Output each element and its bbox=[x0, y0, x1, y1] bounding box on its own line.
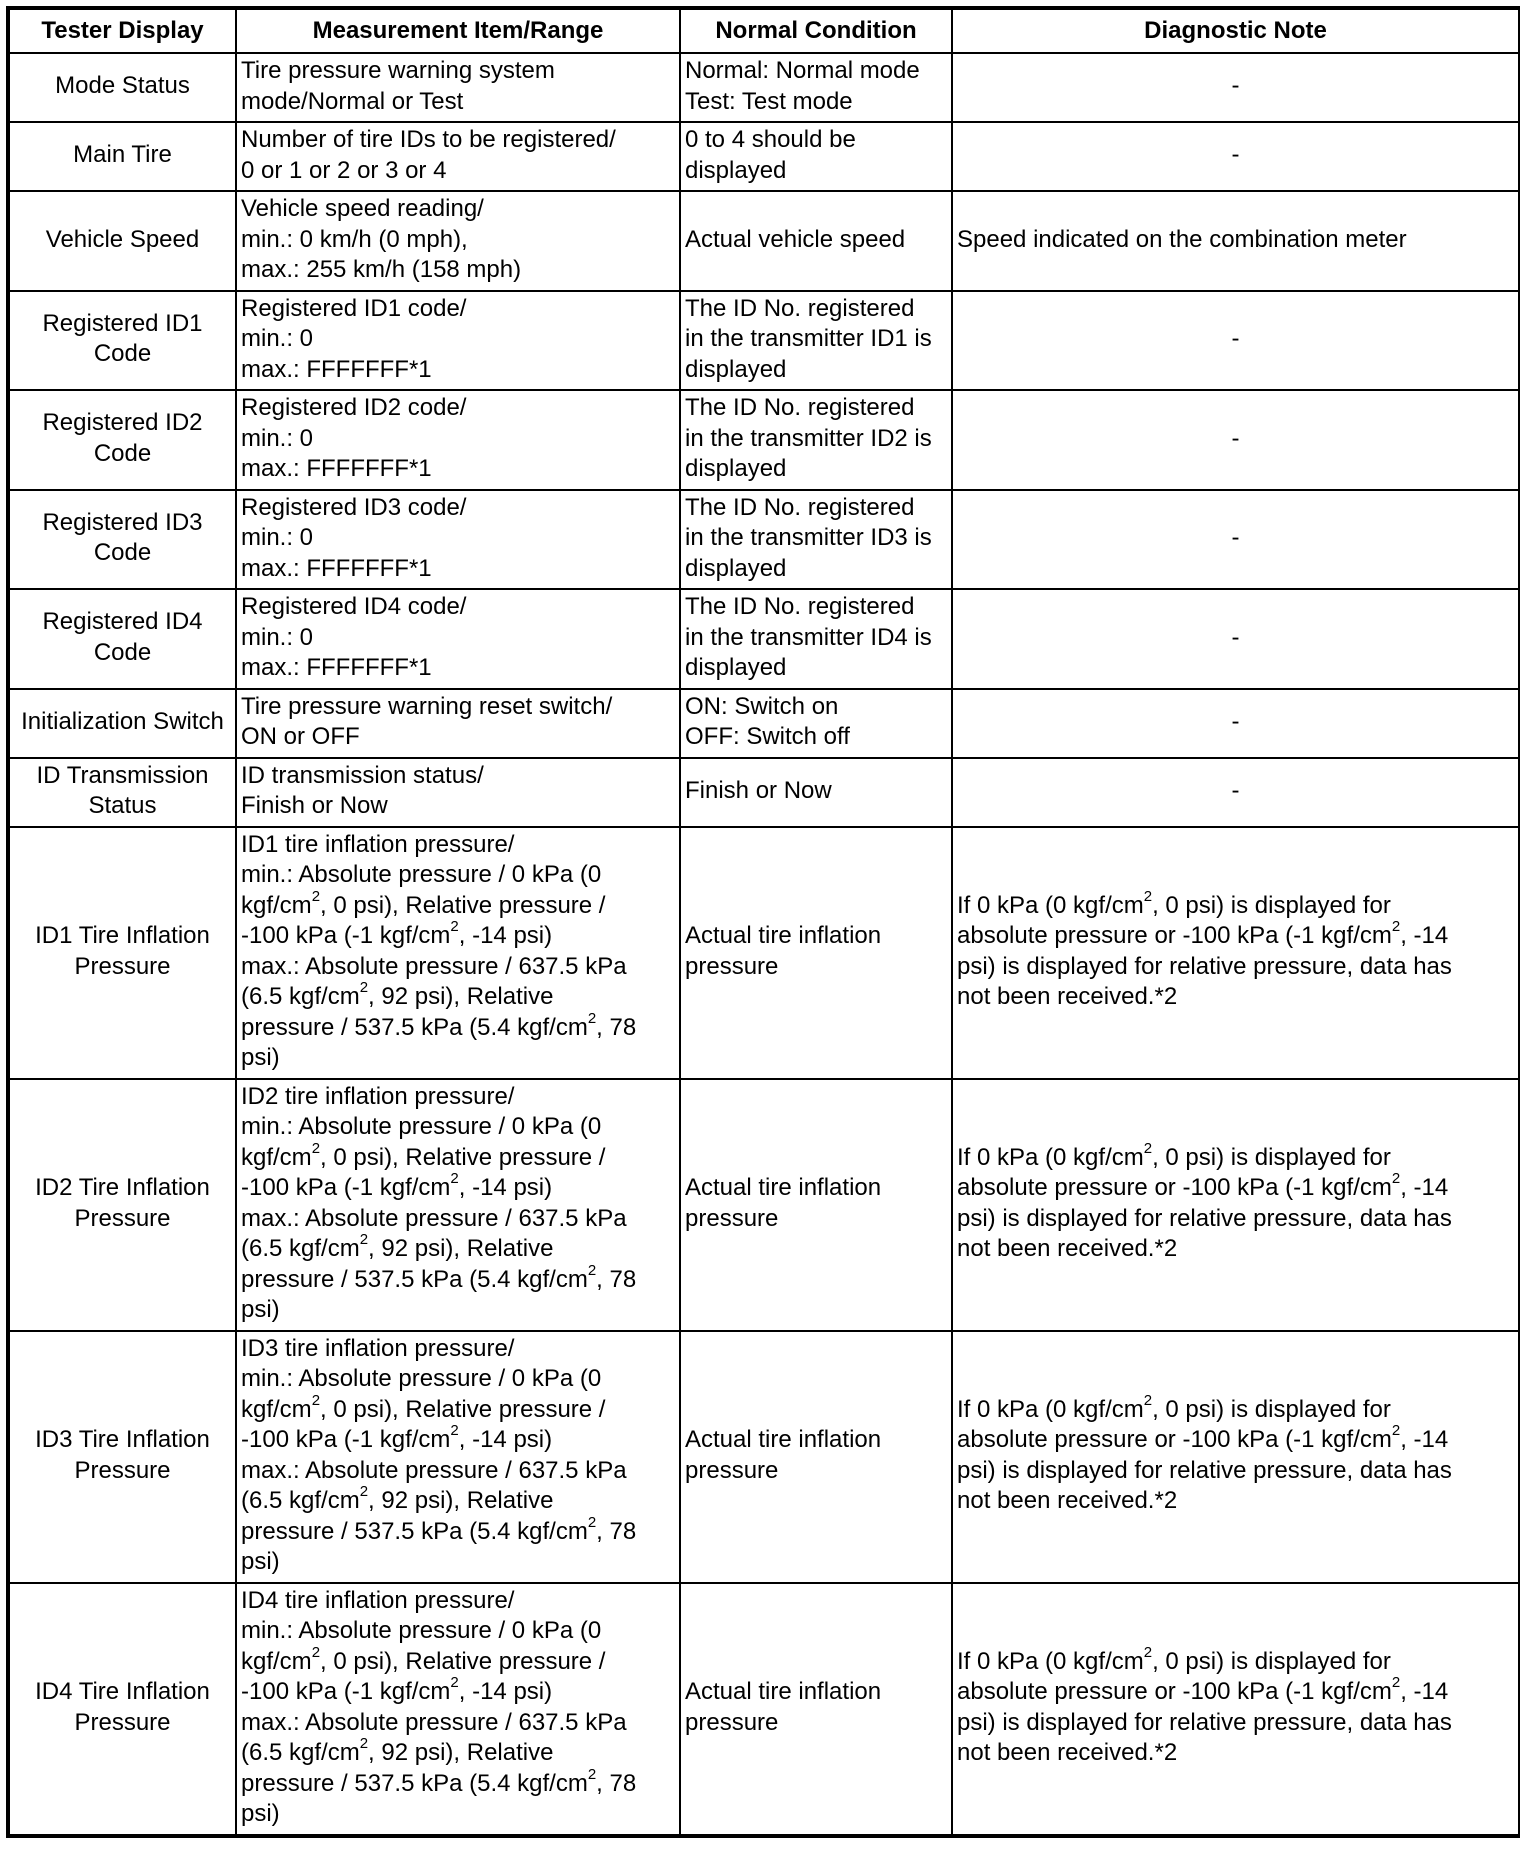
cell-line: kgf/$cm^2$, 0 psi), Relative pressure / bbox=[241, 1391, 606, 1423]
cell-line: Actual tire inflation bbox=[685, 1174, 882, 1201]
cell-line: in the transmitter ID1 is bbox=[685, 325, 932, 352]
cell-line: kgf/$cm^2$, 0 psi), Relative pressure / bbox=[241, 887, 606, 919]
cell-line: in the transmitter ID4 is bbox=[685, 623, 932, 651]
cell-line: If 0 kPa (0 kgf/$cm^2$, 0 psi) is displayed for bbox=[957, 1643, 1391, 1675]
diagnostic-note-cell bbox=[952, 827, 1520, 1079]
cell-line: Registered ID1 code/ bbox=[241, 294, 467, 322]
cell-line: mode/Normal or Test bbox=[241, 87, 464, 115]
cell-line: Code bbox=[93, 340, 152, 368]
table-row bbox=[8, 53, 1520, 122]
tester-display-cell bbox=[8, 490, 236, 590]
cell-line: displayed bbox=[685, 654, 787, 681]
measurement-range-cell bbox=[236, 53, 680, 122]
table-row bbox=[8, 758, 1520, 827]
normal-condition-cell bbox=[680, 1583, 952, 1836]
cell-line: psi) is displayed for relative pressure, data has bbox=[957, 1456, 1452, 1484]
cell-line: ID4 Tire Inflation bbox=[35, 1678, 210, 1705]
measurement-range-cell bbox=[236, 490, 680, 590]
cell-line: psi) bbox=[241, 1044, 280, 1071]
cell-line: pressure bbox=[685, 1708, 779, 1736]
cell-line: -100 kPa (-1 kgf/$cm^2$, -14 psi) bbox=[241, 1674, 553, 1705]
measurement-range-cell bbox=[236, 589, 680, 689]
table-row bbox=[8, 1079, 1520, 1331]
cell-line: psi) bbox=[241, 1800, 280, 1827]
table-row bbox=[8, 689, 1520, 758]
cell-line: absolute pressure or -100 kPa (-1 kgf/$cm^2$, -14 bbox=[957, 918, 1449, 949]
cell-line: min.: 0 bbox=[241, 325, 314, 352]
cell-line: If 0 kPa (0 kgf/$cm^2$, 0 psi) is displayed for bbox=[957, 1139, 1391, 1171]
cell-line: Code bbox=[93, 439, 152, 467]
cell-line: Pressure bbox=[74, 1456, 171, 1484]
cell-line: Tire pressure warning reset switch/ bbox=[241, 692, 613, 720]
measurement-range-cell bbox=[236, 191, 680, 291]
cell-line: min.: Absolute pressure / 0 kPa (0 bbox=[241, 1365, 602, 1392]
cell-line: (6.5 kgf/$cm^2$, 92 psi), Relative bbox=[241, 1231, 554, 1262]
normal-condition-cell bbox=[680, 589, 952, 689]
tester-display-cell bbox=[8, 191, 236, 291]
cell-line: Pressure bbox=[74, 1708, 171, 1736]
tester-display-cell bbox=[8, 291, 236, 391]
cell-line: - bbox=[1231, 141, 1240, 169]
measurement-range-cell bbox=[236, 291, 680, 391]
table-row bbox=[8, 191, 1520, 291]
cell-line: 0 or 1 or 2 or 3 or 4 bbox=[241, 156, 447, 184]
cell-line: max.: FFFFFFF*1 bbox=[241, 455, 432, 482]
normal-condition-cell bbox=[680, 689, 952, 758]
cell-line: Status bbox=[88, 792, 157, 819]
table-row bbox=[8, 1583, 1520, 1836]
normal-condition-cell bbox=[680, 827, 952, 1079]
cell-line: If 0 kPa (0 kgf/$cm^2$, 0 psi) is displayed for bbox=[957, 1391, 1391, 1423]
cell-line: Registered ID4 code/ bbox=[241, 593, 467, 620]
cell-line: Vehicle speed reading/ bbox=[241, 195, 484, 222]
cell-line: (6.5 kgf/$cm^2$, 92 psi), Relative bbox=[241, 1735, 554, 1766]
cell-line: Vehicle Speed bbox=[45, 225, 200, 253]
cell-line: not been received.*2 bbox=[957, 1235, 1178, 1262]
cell-line: pressure bbox=[685, 1456, 779, 1484]
cell-line: ON: Switch on bbox=[685, 692, 839, 720]
cell-line: min.: 0 km/h (0 mph), bbox=[241, 225, 468, 253]
table-row bbox=[8, 390, 1520, 490]
cell-line: - bbox=[1231, 623, 1240, 651]
tester-display-cell bbox=[8, 1583, 236, 1836]
diagnostic-note-cell bbox=[952, 390, 1520, 490]
cell-line: kgf/$cm^2$, 0 psi), Relative pressure / bbox=[241, 1643, 606, 1675]
normal-condition-cell bbox=[680, 1079, 952, 1331]
cell-line: absolute pressure or -100 kPa (-1 kgf/$cm^2$, -14 bbox=[957, 1170, 1449, 1201]
measurement-range-cell bbox=[236, 827, 680, 1079]
normal-condition-cell bbox=[680, 490, 952, 590]
cell-line: Actual tire inflation bbox=[685, 1678, 882, 1705]
cell-line: - bbox=[1231, 776, 1240, 804]
cell-line: ID2 Tire Inflation bbox=[35, 1174, 210, 1201]
data-monitor-table bbox=[6, 6, 1520, 1838]
cell-line: pressure / 537.5 kPa (5.4 kgf/$cm^2$, 78 bbox=[241, 1513, 637, 1545]
page bbox=[6, 6, 1518, 1838]
cell-line: - bbox=[1231, 424, 1240, 452]
header-normal-condition: Normal Condition bbox=[680, 8, 952, 53]
cell-line: max.: Absolute pressure / 637.5 kPa bbox=[241, 1204, 627, 1232]
cell-line: max.: Absolute pressure / 637.5 kPa bbox=[241, 1708, 627, 1736]
normal-condition-cell bbox=[680, 758, 952, 827]
header-measurement-item-range: Measurement Item/Range bbox=[236, 8, 680, 53]
measurement-range-cell bbox=[236, 1331, 680, 1583]
cell-line: ID2 tire inflation pressure/ bbox=[241, 1082, 515, 1110]
cell-line: Actual tire inflation bbox=[685, 922, 882, 949]
cell-line: Speed indicated on the combination meter bbox=[957, 225, 1407, 253]
cell-line: Registered ID3 code/ bbox=[241, 493, 467, 521]
cell-line: Code bbox=[93, 638, 152, 666]
cell-line: not been received.*2 bbox=[957, 983, 1178, 1010]
diagnostic-note-cell bbox=[952, 1079, 1520, 1331]
cell-line: psi) is displayed for relative pressure, data has bbox=[957, 1204, 1452, 1232]
diagnostic-note-cell bbox=[952, 689, 1520, 758]
cell-line: Registered ID2 code/ bbox=[241, 394, 467, 421]
cell-line: kgf/$cm^2$, 0 psi), Relative pressure / bbox=[241, 1139, 606, 1171]
diagnostic-note-cell bbox=[952, 758, 1520, 827]
cell-line: min.: Absolute pressure / 0 kPa (0 bbox=[241, 1617, 602, 1644]
cell-line: Registered ID3 bbox=[42, 508, 203, 536]
cell-line: max.: 255 km/h (158 mph) bbox=[241, 256, 522, 283]
cell-line: ON or OFF bbox=[241, 723, 360, 750]
cell-line: pressure / 537.5 kPa (5.4 kgf/$cm^2$, 78 bbox=[241, 1261, 637, 1293]
cell-line: displayed bbox=[685, 554, 787, 582]
cell-line: displayed bbox=[685, 156, 787, 184]
cell-line: Actual tire inflation bbox=[685, 1426, 882, 1453]
table-row bbox=[8, 589, 1520, 689]
cell-line: displayed bbox=[685, 355, 787, 383]
tester-display-cell bbox=[8, 122, 236, 191]
cell-line: (6.5 kgf/$cm^2$, 92 psi), Relative bbox=[241, 1483, 554, 1514]
cell-line: ID Transmission bbox=[36, 761, 209, 789]
cell-line: Test: Test mode bbox=[685, 87, 853, 115]
normal-condition-cell bbox=[680, 53, 952, 122]
table-row bbox=[8, 827, 1520, 1079]
cell-line: psi) is displayed for relative pressure, data has bbox=[957, 952, 1452, 980]
cell-line: ID4 tire inflation pressure/ bbox=[241, 1586, 515, 1614]
diagnostic-note-cell bbox=[952, 191, 1520, 291]
cell-line: psi) bbox=[241, 1548, 280, 1575]
table-row bbox=[8, 122, 1520, 191]
tester-display-cell bbox=[8, 390, 236, 490]
measurement-range-cell bbox=[236, 689, 680, 758]
cell-line: Mode Status bbox=[55, 72, 190, 100]
cell-line: max.: Absolute pressure / 637.5 kPa bbox=[241, 1456, 627, 1484]
diagnostic-note-cell bbox=[952, 1331, 1520, 1583]
cell-line: 0 to 4 should be bbox=[685, 126, 856, 153]
cell-line: Pressure bbox=[74, 952, 171, 980]
table-body bbox=[8, 53, 1520, 1836]
cell-line: Registered ID2 bbox=[42, 409, 203, 437]
tester-display-cell bbox=[8, 589, 236, 689]
cell-line: Number of tire IDs to be registered/ bbox=[241, 126, 616, 153]
cell-line: pressure bbox=[685, 1204, 779, 1232]
cell-line: max.: FFFFFFF*1 bbox=[241, 654, 432, 681]
cell-line: ID transmission status/ bbox=[241, 761, 484, 789]
cell-line: psi) bbox=[241, 1296, 280, 1323]
cell-line: ID3 Tire Inflation bbox=[35, 1426, 210, 1453]
normal-condition-cell bbox=[680, 291, 952, 391]
cell-line: - bbox=[1231, 325, 1240, 352]
tester-display-cell bbox=[8, 758, 236, 827]
normal-condition-cell bbox=[680, 122, 952, 191]
cell-line: Initialization Switch bbox=[21, 707, 224, 735]
measurement-range-cell bbox=[236, 390, 680, 490]
cell-line: min.: Absolute pressure / 0 kPa (0 bbox=[241, 861, 602, 888]
diagnostic-note-cell bbox=[952, 589, 1520, 689]
cell-line: Code bbox=[93, 539, 152, 567]
tester-display-cell bbox=[8, 689, 236, 758]
cell-line: psi) is displayed for relative pressure, data has bbox=[957, 1708, 1452, 1736]
diagnostic-note-cell bbox=[952, 122, 1520, 191]
diagnostic-note-cell bbox=[952, 490, 1520, 590]
normal-condition-cell bbox=[680, 1331, 952, 1583]
cell-line: Pressure bbox=[74, 1204, 171, 1232]
header-tester-display: Tester Display bbox=[8, 8, 236, 53]
diagnostic-note-cell bbox=[952, 53, 1520, 122]
cell-line: min.: 0 bbox=[241, 524, 314, 551]
cell-line: max.: FFFFFFF*1 bbox=[241, 554, 432, 582]
tester-display-cell bbox=[8, 1331, 236, 1583]
measurement-range-cell bbox=[236, 122, 680, 191]
measurement-range-cell bbox=[236, 1583, 680, 1836]
header-diagnostic-note: Diagnostic Note bbox=[952, 8, 1520, 53]
cell-line: in the transmitter ID3 is bbox=[685, 524, 932, 551]
cell-line: not been received.*2 bbox=[957, 1487, 1178, 1514]
table-row bbox=[8, 490, 1520, 590]
table-row bbox=[8, 1331, 1520, 1583]
cell-line: (6.5 kgf/$cm^2$, 92 psi), Relative bbox=[241, 979, 554, 1010]
cell-line: Main Tire bbox=[73, 141, 172, 169]
cell-line: Registered ID1 bbox=[42, 309, 203, 337]
cell-line: min.: 0 bbox=[241, 623, 314, 651]
cell-line: in the transmitter ID2 is bbox=[685, 424, 932, 452]
cell-line: pressure bbox=[685, 952, 779, 980]
table-row bbox=[8, 291, 1520, 391]
cell-line: Finish or Now bbox=[685, 776, 832, 804]
cell-line: absolute pressure or -100 kPa (-1 kgf/$cm^2$, -14 bbox=[957, 1422, 1449, 1453]
cell-line: -100 kPa (-1 kgf/$cm^2$, -14 psi) bbox=[241, 918, 553, 949]
measurement-range-cell bbox=[236, 758, 680, 827]
cell-line: Tire pressure warning system bbox=[241, 57, 555, 84]
cell-line: Registered ID4 bbox=[42, 608, 203, 636]
cell-line: absolute pressure or -100 kPa (-1 kgf/$cm^2$, -14 bbox=[957, 1674, 1449, 1705]
cell-line: not been received.*2 bbox=[957, 1739, 1178, 1766]
cell-line: ID3 tire inflation pressure/ bbox=[241, 1334, 515, 1362]
cell-line: Actual vehicle speed bbox=[685, 225, 906, 253]
cell-line: -100 kPa (-1 kgf/$cm^2$, -14 psi) bbox=[241, 1170, 553, 1201]
cell-line: The ID No. registered bbox=[685, 493, 915, 521]
cell-line: displayed bbox=[685, 455, 787, 482]
diagnostic-note-cell bbox=[952, 291, 1520, 391]
cell-line: - bbox=[1231, 72, 1240, 100]
cell-line: - bbox=[1231, 524, 1240, 551]
tester-display-cell bbox=[8, 827, 236, 1079]
cell-line: pressure / 537.5 kPa (5.4 kgf/$cm^2$, 78 bbox=[241, 1009, 637, 1041]
cell-line: max.: FFFFFFF*1 bbox=[241, 355, 432, 383]
cell-line: ID1 Tire Inflation bbox=[35, 922, 210, 949]
cell-line: max.: Absolute pressure / 637.5 kPa bbox=[241, 952, 627, 980]
cell-line: ID1 tire inflation pressure/ bbox=[241, 830, 515, 858]
tester-display-cell bbox=[8, 53, 236, 122]
cell-line: If 0 kPa (0 kgf/$cm^2$, 0 psi) is displayed for bbox=[957, 887, 1391, 919]
measurement-range-cell bbox=[236, 1079, 680, 1331]
cell-line: Finish or Now bbox=[241, 792, 388, 819]
cell-line: Normal: Normal mode bbox=[685, 57, 920, 84]
normal-condition-cell bbox=[680, 390, 952, 490]
cell-line: OFF: Switch off bbox=[685, 723, 850, 750]
cell-line: The ID No. registered bbox=[685, 294, 915, 322]
cell-line: - bbox=[1231, 707, 1240, 735]
cell-line: min.: 0 bbox=[241, 424, 314, 452]
tester-display-cell bbox=[8, 1079, 236, 1331]
cell-line: min.: Absolute pressure / 0 kPa (0 bbox=[241, 1113, 602, 1140]
cell-line: pressure / 537.5 kPa (5.4 kgf/$cm^2$, 78 bbox=[241, 1765, 637, 1797]
cell-line: The ID No. registered bbox=[685, 394, 915, 421]
normal-condition-cell bbox=[680, 191, 952, 291]
diagnostic-note-cell bbox=[952, 1583, 1520, 1836]
header-row bbox=[8, 8, 1520, 53]
cell-line: -100 kPa (-1 kgf/$cm^2$, -14 psi) bbox=[241, 1422, 553, 1453]
cell-line: The ID No. registered bbox=[685, 593, 915, 620]
